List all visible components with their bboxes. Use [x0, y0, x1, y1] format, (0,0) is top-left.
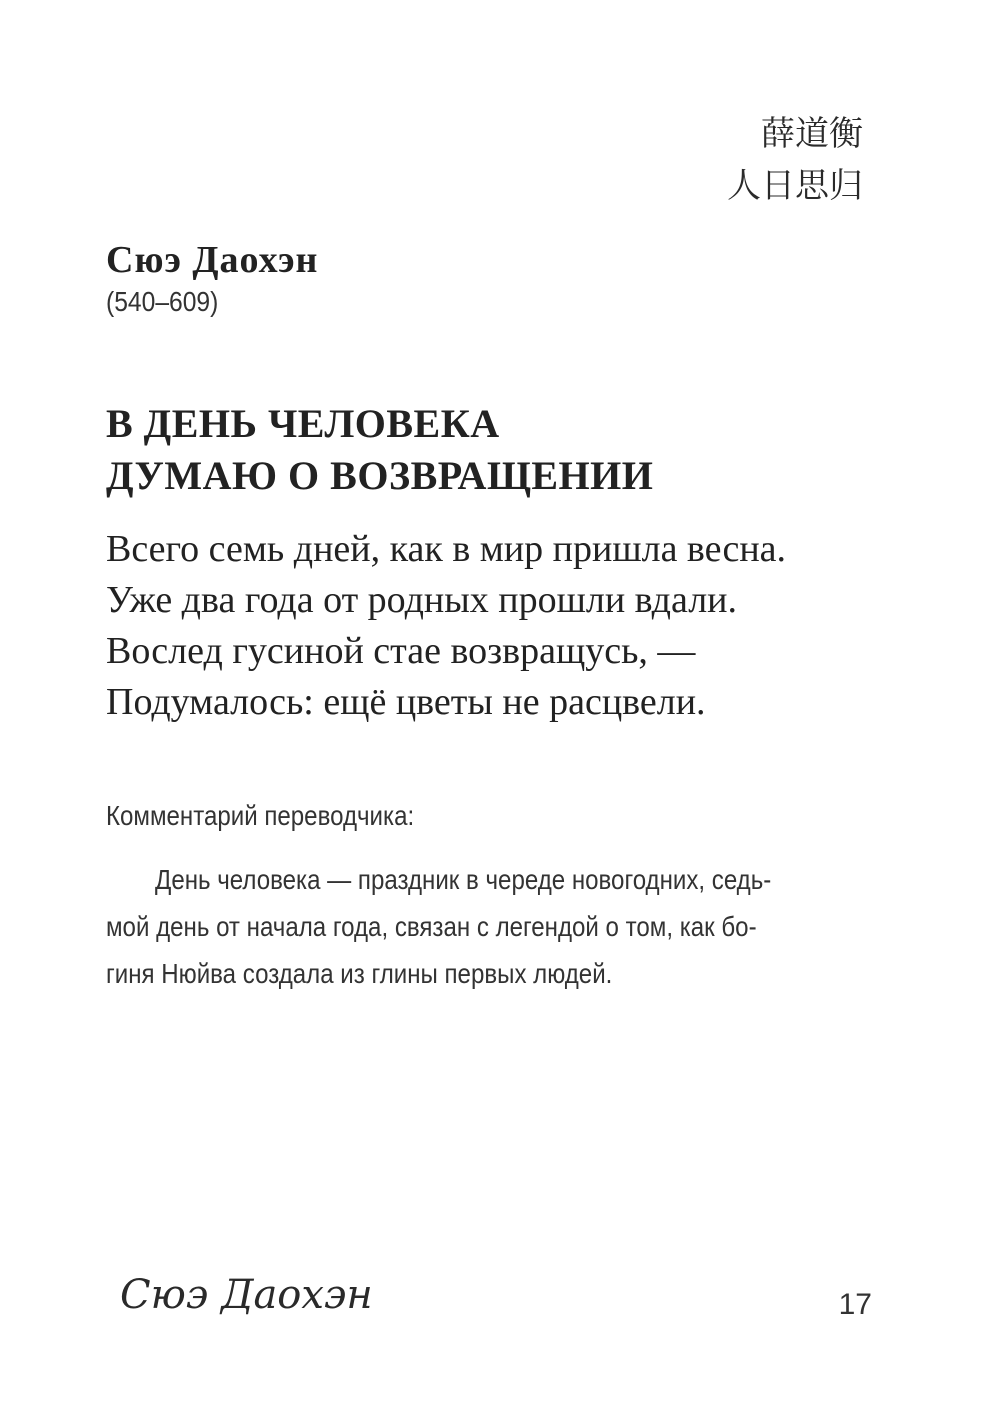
commentary-heading: Комментарий переводчика:: [106, 800, 415, 831]
page-number: 17: [838, 1288, 872, 1321]
poem-line: Подумалось: ещё цветы не расцвели.: [106, 681, 706, 723]
poem-title: [106, 398, 653, 502]
commentary-line: День человека — праздник в череде новогодних, седь-: [155, 864, 772, 895]
poem-title-line: В ДЕНЬ ЧЕЛОВЕКА: [106, 401, 500, 446]
commentary-line: гиня Нюйва создала из глины первых людей.: [106, 958, 613, 989]
chinese-heading: [727, 108, 863, 212]
poem-body: [106, 524, 786, 728]
author-name: Сюэ Даохэн: [106, 239, 319, 281]
commentary-body: [106, 856, 771, 997]
chinese-author: 薛道衡: [761, 114, 863, 154]
commentary-line: мой день от начала года, связан с легендой о том, как бо-: [106, 911, 757, 942]
poem-line: Вослед гусиной стае возвращусь, —: [106, 630, 696, 672]
running-head: Сюэ Даохэн: [120, 1272, 373, 1318]
author-years: (540–609): [106, 286, 219, 317]
poem-line: Всего семь дней, как в мир пришла весна.: [106, 528, 787, 570]
poem-title-line: ДУМАЮ О ВОЗВРАЩЕНИИ: [106, 453, 654, 498]
chinese-title: 人日思归: [727, 166, 863, 206]
poem-line: Уже два года от родных прошли вдали.: [106, 579, 738, 621]
